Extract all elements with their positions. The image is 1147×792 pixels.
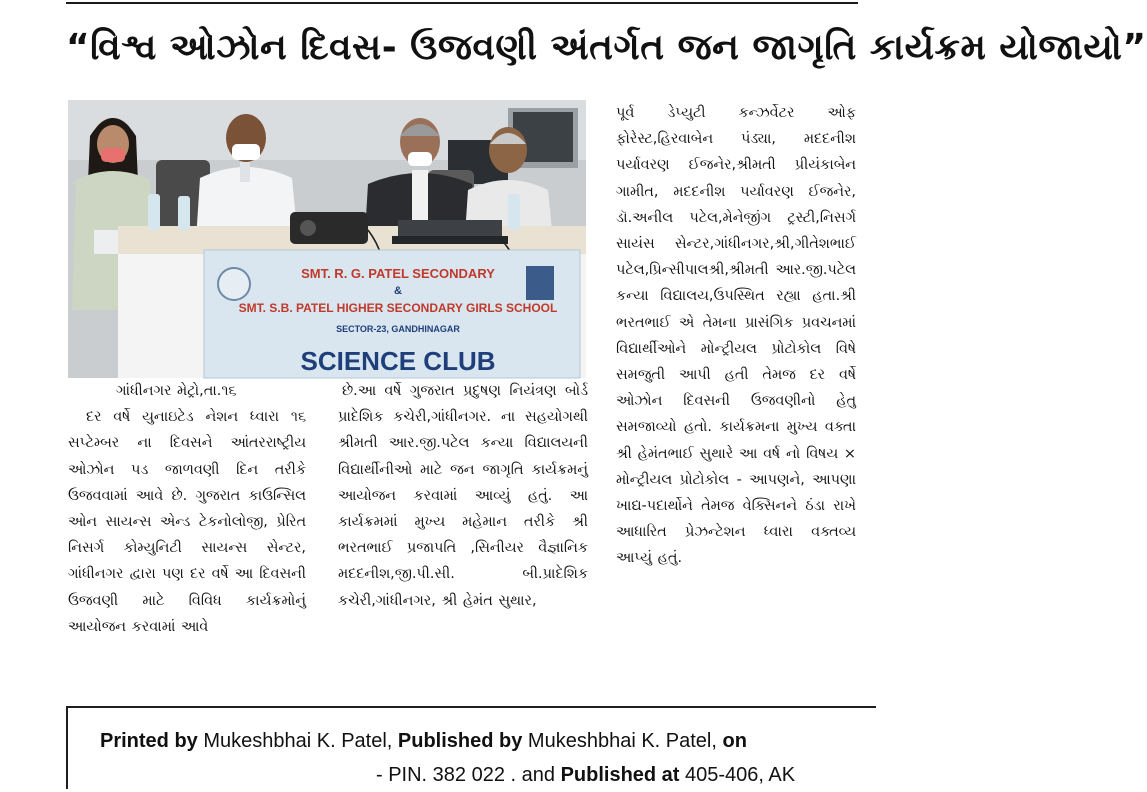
pin-text: - PIN. 382 022 . and: [376, 764, 561, 786]
footer-left-rule: [66, 706, 68, 789]
imprint-line-2: [100, 758, 876, 792]
published-by-name: Mukeshbhai K. Patel,: [522, 730, 723, 752]
article-paragraph-3: પૂર્વ ડેપ્યુટી કન્ઝર્વેટર ઓફ ફોરેસ્ટ,હિરવાબેન પંડ્યા, મદદનીશ પર્યાવરણ ઈજનેર,શ્રીમતી પ્રીયંકાબેન ગામીત, મદદનીશ પર્યાવરણ ઈજનેર, ડૉ.અનીલ પટેલ,મેનેજીંગ ટ્રસ્ટી,નિસર્ગ સાયંસ સેન્ટર,ગાંધીનગર,શ્રી,ગીતેશભાઈ પટેલ,પ્રિન્સીપાલશ્રી,શ્રીમતી આર.જી.પટેલ કન્યા વિદ્યાલય,ઉપસ્થિત રહ્યા હતા.શ્રી ભરતભાઈ એ તેમના પ્રાસંગિક પ્રવચનમાં વિદ્યાર્થીઓને મોન્ટ્રીયલ પ્રોટોકોલ વિષે સમજુતી આપી હતી તેમજ દર વર્ષે ઓઝોન દિવસની ઉજવણીનો હેતુ સમજાવ્યો હતો. કાર્યક્રમના મુખ્ય વક્તા શ્રી હેમંતભાઈ સુથારે આ વર્ષ નો વિષય × મોન્ટ્રીયલ પ્રોટોકોલ - આપણને, આપણા ખાદ્ય-પદાર્થોને તેમજ વેક્સિનને ઠંડા રાખે આધારિત પ્રેઝન્ટેશન ધ્વારા વક્તવ્ય આપ્યું હતું.: [616, 105, 856, 567]
article-column-2: [338, 378, 588, 698]
article-paragraph-1: દર વર્ષે યુનાઇટેડ નેશન ધ્વારા ૧૬ સપ્ટેમ્બર ના દિવસને આંતરરાષ્ટ્રીય ઓઝોન પડ જાળવણી દિન તરીકે ઉજવવામાં આવે છે. ગુજરાત કાઉન્સિલ ઓન સાયન્સ એન્ડ ટેકનોલોજી, પ્રેરિત નિસર્ગ કોમ્યુનિટી સાયન્સ સેન્ટર, ગાંધીનગર દ્વારા પણ દર વર્ષે આ દિવસની ઉજવણી માટે વિવિધ કાર્યક્રમોનું આયોજન કરવામાં આવે: [68, 409, 306, 635]
printed-by-name: Mukeshbhai K. Patel,: [197, 730, 398, 752]
article-column-3: [616, 100, 856, 700]
published-at-value: 405-406, AK: [679, 764, 796, 786]
banner-line2: SMT. S.B. PATEL HIGHER SECONDARY GIRLS SCHOOL: [238, 301, 558, 315]
footer-rule: [66, 706, 876, 708]
top-rule: [66, 2, 858, 4]
article-paragraph-2: છે.આ વર્ષે ગુજરાત પ્રદુષણ નિયંત્રણ બોર્ડ પ્રાદેશિક કચેરી,ગાંધીનગર. ના સહયોગથી શ્રીમતી આર.જી.પટેલ કન્યા વિદ્યાલયની વિદ્યાર્થીનીઓ માટે જન જાગૃતિ કાર્યક્રમનું આયોજન કરવામાં આવ્યું હતું. આ કાર્યક્રમમાં મુખ્ય મહેમાન તરીકે શ્રી ભરતભાઈ પ્રજાપતિ ,સિનીયર વૈજ્ઞાનિક મદદનીશ,જી.પી.સી. બી.પ્રાદેશિક કચેરી,ગાંધીનગર, શ્રી હેમંત સુથાર,: [338, 383, 588, 609]
banner-amp: &: [394, 285, 402, 297]
banner-line1: SMT. R. G. PATEL SECONDARY: [301, 266, 495, 281]
event-photo: [68, 100, 586, 378]
article-column-1: [68, 378, 306, 698]
banner-line3: SECTOR-23, GANDHINAGAR: [336, 324, 460, 334]
imprint-line-1: [100, 724, 876, 758]
on-label: on: [722, 730, 747, 752]
dateline: ગાંધીનગર મેટ્રો,તા.૧૬: [116, 383, 237, 399]
published-by-label: Published by: [397, 730, 523, 752]
banner-line4: SCIENCE CLUB: [300, 346, 496, 376]
printed-by-label: Printed by: [100, 730, 198, 752]
published-at-label: Published at: [560, 764, 680, 786]
headline: “વિશ્વ ઓઝોન દિવસ- ઉજવણી અંતર્ગત જન જાગૃતિ કાર્યક્રમ યોજાયો”: [66, 27, 1147, 68]
imprint-footer: [100, 724, 876, 792]
